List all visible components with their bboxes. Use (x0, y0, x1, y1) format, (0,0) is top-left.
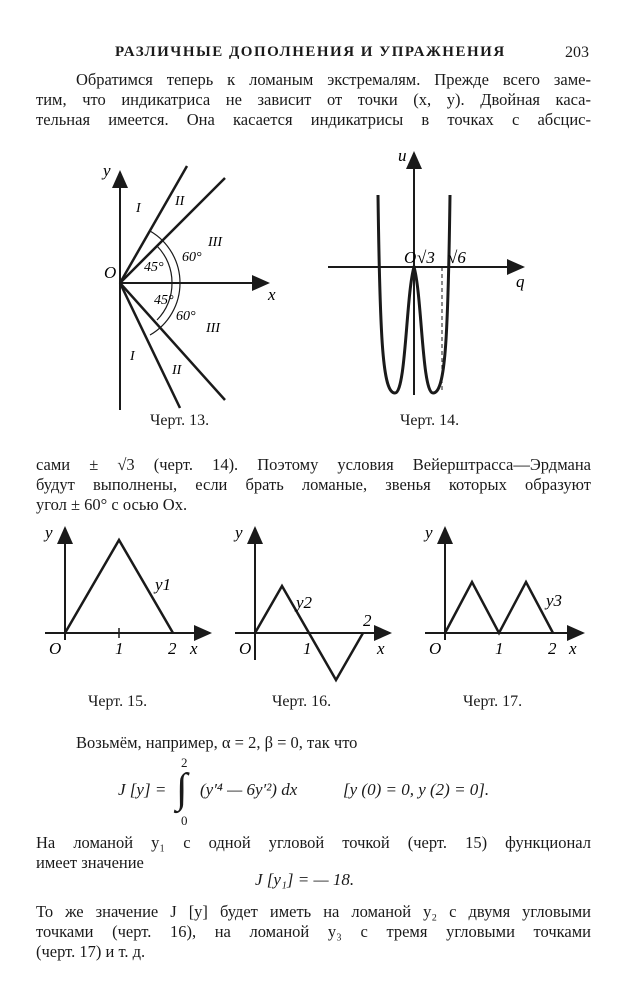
fig13-label-x: x (268, 285, 276, 304)
fig17-curve (445, 582, 553, 633)
fig16-label-tick2: 2 (363, 611, 372, 630)
fig15-label-x: x (190, 639, 198, 658)
paragraph-weierstrass (36, 455, 591, 515)
figure-13 (90, 150, 290, 420)
caption-fig17: Черт. 17. (463, 693, 523, 710)
formula-integrand: (y′⁴ — 6y′²) dx (200, 780, 298, 799)
para5-line2: точками (черт. 16), на ломаной y₃ с тремя угловыми точками (36, 922, 591, 941)
running-header: РАЗЛИЧНЫЕ ДОПОЛНЕНИЯ И УПРАЖНЕНИЯ (115, 44, 506, 60)
fig13-label-II-bottom: II (172, 363, 182, 378)
fig13-label-I-top: I (136, 201, 141, 216)
paragraph-intro (36, 70, 591, 130)
page-number: 203 (565, 44, 589, 61)
fig14-label-u: u (398, 146, 407, 165)
fig14-label-origin: O (404, 248, 417, 267)
fig17-label-x: x (569, 639, 577, 658)
formula-value: J [y₁] = — 18. (255, 870, 355, 889)
para3-line1: Возьмём, например, α = 2, β = 0, так что (76, 733, 358, 752)
formula-lhs: J [y] = (118, 780, 167, 799)
integral-sign: ∫ (176, 766, 188, 812)
formula-functional (118, 755, 518, 830)
formula-lower-limit: 0 (181, 813, 188, 828)
fig13-label-60-bottom: 60° (176, 309, 196, 324)
fig13-label-III-top: III (208, 235, 222, 250)
fig16-label-tick1: 1 (303, 639, 312, 658)
fig13-label-III-bottom: III (206, 321, 220, 336)
fig15-label-y1: y1 (155, 575, 172, 594)
fig16-label-y2: y2 (296, 593, 313, 612)
formula-upper-limit: 2 (181, 755, 188, 770)
caption-fig16: Черт. 16. (272, 693, 332, 710)
formula-conditions: [y (0) = 0, y (2) = 0]. (343, 780, 490, 799)
fig15-label-tick1: 1 (115, 639, 124, 658)
fig17-label-y3: y3 (546, 591, 563, 610)
fig15-label-y: y (45, 523, 53, 542)
fig16-label-origin: O (239, 639, 252, 658)
fig15-label-tick2: 2 (168, 639, 177, 658)
figure-15 (35, 520, 215, 660)
fig14-label-q: q (516, 272, 525, 291)
fig17-label-tick1: 1 (495, 639, 504, 658)
fig16-label-y: y (235, 523, 243, 542)
fig13-label-45-bottom: 45° (154, 293, 174, 308)
fig15-label-origin: O (49, 639, 62, 658)
fig14-label-sqrt3: √3 (417, 248, 435, 267)
fig16-label-x: x (377, 639, 385, 658)
caption-fig13: Черт. 13. (150, 412, 210, 429)
fig13-label-origin: O (104, 263, 117, 282)
figure-16 (225, 520, 405, 690)
fig13-label-60-top: 60° (182, 250, 202, 265)
paragraph-conclusion (36, 902, 591, 962)
paragraph-value (36, 833, 591, 873)
fig17-label-y: y (425, 523, 433, 542)
para2-line2: будут выполнены, если брать ломаные, звенья которых образуют (36, 475, 591, 494)
fig17-label-origin: O (429, 639, 442, 658)
para4-line1: На ломаной y₁ с одной угловой точкой (черт. 15) функционал (36, 833, 591, 852)
para2-line3: угол ± 60° с осью Ox. (36, 495, 188, 514)
fig13-label-I-bottom: I (130, 349, 135, 364)
paragraph-example (36, 733, 591, 753)
para1-line1: Обратимся теперь к ломаным экстремалям. Прежде всего заме- (76, 70, 591, 89)
fig17-label-tick2: 2 (548, 639, 557, 658)
para1-line3: тельная имеется. Она касается индикатрисы в точках с абсцис- (36, 110, 591, 129)
para4-line2: имеет значение (36, 853, 144, 872)
caption-fig14: Черт. 14. (400, 412, 460, 429)
fig13-label-45-top: 45° (144, 260, 164, 275)
caption-fig15: Черт. 15. (88, 693, 148, 710)
para2-line1: сами ± √3 (черт. 14). Поэтому условия Вейерштрасса—Эрдмана (36, 455, 591, 474)
fig14-label-sqrt6: √6 (448, 248, 466, 267)
fig13-label-II-top: II (175, 194, 185, 209)
para1-line2: тим, что индикатриса не зависит от точки (x, y). Двойная каса- (36, 90, 591, 109)
para5-line1: То же значение J [y] будет иметь на ломаной y₂ с двумя угловыми (36, 902, 591, 921)
figure-14 (318, 145, 543, 407)
para5-line3: (черт. 17) и т. д. (36, 942, 146, 961)
fig13-label-y: y (103, 161, 111, 180)
figure-17 (415, 520, 590, 660)
